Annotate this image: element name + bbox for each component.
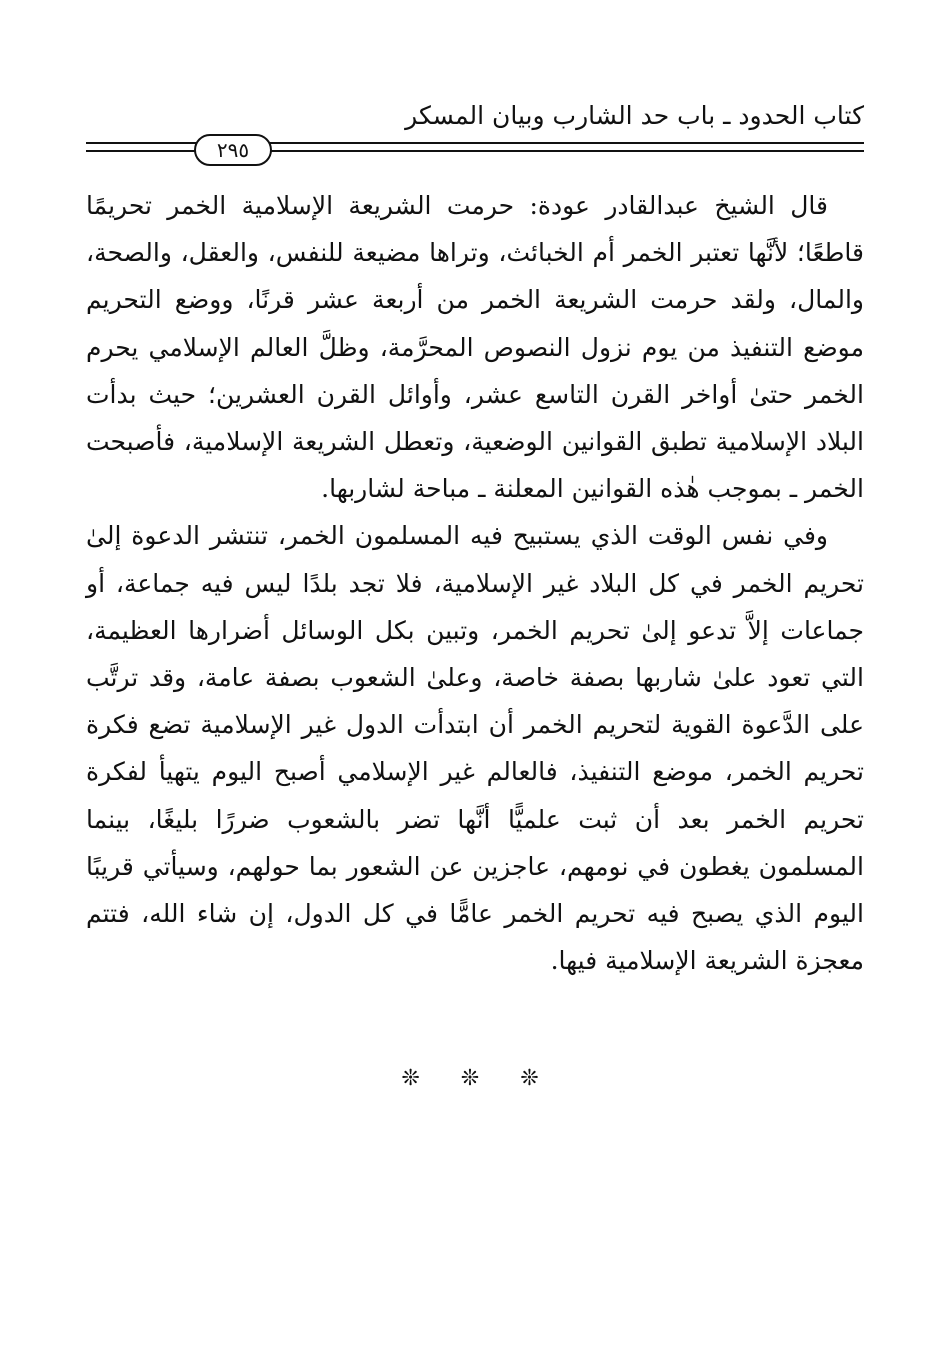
page-number: ٢٩٥ (194, 134, 272, 166)
asterism-icon: ❊ (401, 1066, 420, 1091)
paragraph-2: وفي نفس الوقت الذي يستبيح فيه المسلمون الخمر، تنتشر الدعوة إلىٰ تحريم الخمر في كل البلاد غير الإسلامية، فلا تجد بلدًا ليس فيه جماعة، أو جماعات إلاَّ تدعو إلىٰ تحريم الخمر، وتبين بكل الوسائل أضرارها العظيمة، التي تعود علىٰ شاربها بصفة خاصة، وعلىٰ الشعوب بصفة عامة، وقد ترتَّب على الدَّعوة القوية لتحريم الخمر أن ابتدأت الدول غير الإسلامية تضع فكرة تحريم الخمر، موضع التنفيذ، فالعالم غير الإسلامي أصبح اليوم يتهيأ لفكرة تحريم الخمر بعد أن ثبت علميًّا أنَّها تضر بالشعوب ضررًا بليغًا، بينما المسلمون يغطون في نومهم، عاجزين عن الشعور بما حولهم، وسيأتي قريبًا اليوم الذي يصبح فيه تحريم الخمر عامًّا في كل الدول، إن شاء الله، فتتم معجزة الشريعة الإسلامية فيها. (86, 521, 864, 976)
running-title: كتاب الحدود ـ باب حد الشارب وبيان المسكر (405, 101, 864, 130)
asterism-icon: ❊ (520, 1066, 539, 1091)
page-header (86, 98, 864, 168)
asterism-icon: ❊ (460, 1066, 480, 1091)
body-text (86, 182, 864, 984)
section-end-ornament (0, 1066, 940, 1091)
header-rule (86, 134, 864, 166)
paragraph-1: قال الشيخ عبدالقادر عودة: حرمت الشريعة الإسلامية الخمر تحريمًا قاطعًا؛ لأنَّها تعتبر الخمر أم الخبائث، وتراها مضيعة للنفس، والعقل، والصحة، والمال، ولقد حرمت الشريعة الخمر من أربعة عشر قرنًا، ووضع التحريم موضع التنفيذ من يوم نزول النصوص المحرَّمة، وظلَّ العالم الإسلامي يحرم الخمر حتىٰ أواخر القرن التاسع عشر، وأوائل القرن العشرين؛ حيث بدأت البلاد الإسلامية تطبق القوانين الوضعية، وتعطل الشريعة الإسلامية، فأصبحت الخمر ـ بموجب هٰذه القوانين المعلنة ـ مباحة لشاربها. (86, 191, 864, 504)
